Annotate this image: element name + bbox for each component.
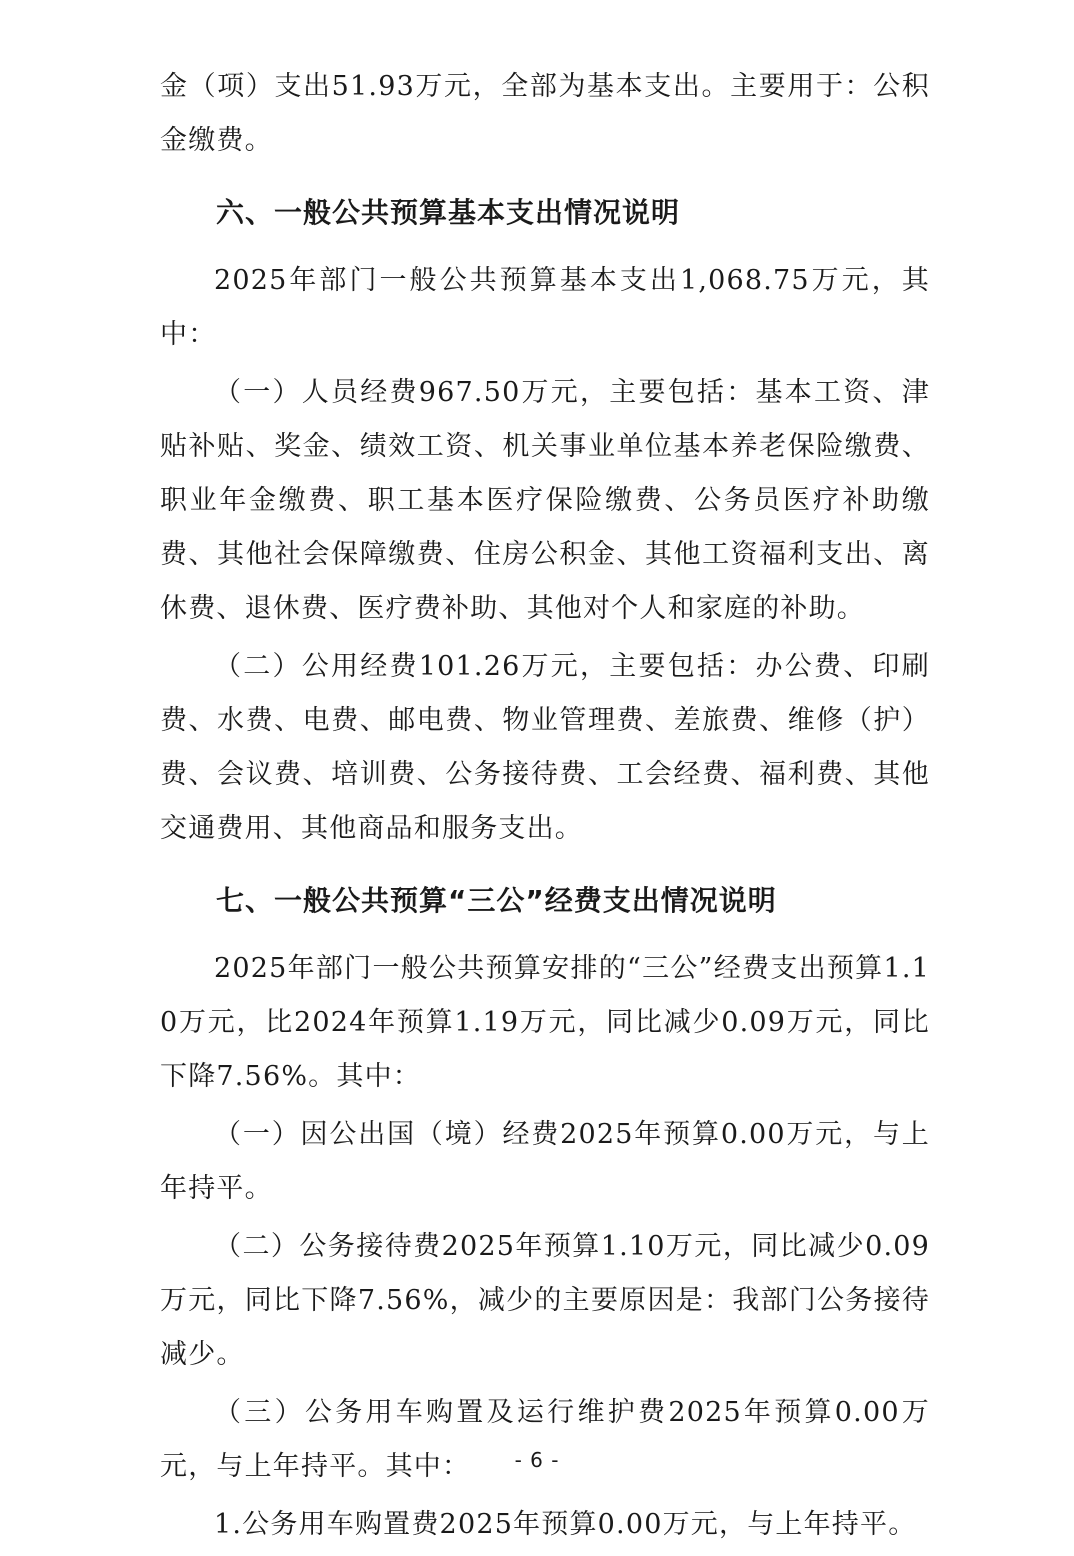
paragraph-vehicle-purchase: 1.公务用车购置费2025年预算0.00万元，与上年持平。 bbox=[214, 1509, 917, 1540]
paragraph-personnel-expenses: （一）人员经费967.50万元，主要包括：基本工资、津贴补贴、奖金、绩效工资、机关事业单位基本养老保险缴费、职业年金缴费、职工基本医疗保险缴费、公务员医疗补助缴费、其他社会保障缴费、住房公积金、其他工资福利支出、离休费、退休费、医疗费补助、其他对个人和家庭的补助。 bbox=[160, 377, 930, 624]
section-heading-six: 六、一般公共预算基本支出情况说明 bbox=[216, 196, 681, 229]
section-heading-seven: 七、一般公共预算“三公”经费支出情况说明 bbox=[216, 884, 777, 917]
paragraph-overseas-travel: （一）因公出国（境）经费2025年预算0.00万元，与上年持平。 bbox=[160, 1119, 930, 1204]
paragraph-housing-fund: 金（项）支出51.93万元，全部为基本支出。主要用于：公积金缴费。 bbox=[160, 71, 930, 156]
page-number: - 6 - bbox=[514, 1448, 560, 1472]
paragraph-basic-expenditure: 2025年部门一般公共预算基本支出1,068.75万元，其中： bbox=[160, 265, 930, 350]
paragraph-three-public-total: 2025年部门一般公共预算安排的“三公”经费支出预算1.10万元，比2024年预算1.19万元，同比减少0.09万元，同比下降7.56%。其中： bbox=[160, 953, 930, 1092]
paragraph-public-expenses: （二）公用经费101.26万元，主要包括：办公费、印刷费、水费、电费、邮电费、物业管理费、差旅费、维修（护）费、会议费、培训费、公务接待费、工会经费、福利费、其他交通费用、其他商品和服务支出。 bbox=[160, 651, 930, 844]
paragraph-official-vehicles: （三）公务用车购置及运行维护费2025年预算0.00万元，与上年持平。其中： bbox=[160, 1397, 930, 1482]
document-body bbox=[160, 60, 930, 1556]
paragraph-official-reception: （二）公务接待费2025年预算1.10万元，同比减少0.09万元，同比下降7.56%，减少的主要原因是：我部门公务接待减少。 bbox=[160, 1231, 930, 1370]
